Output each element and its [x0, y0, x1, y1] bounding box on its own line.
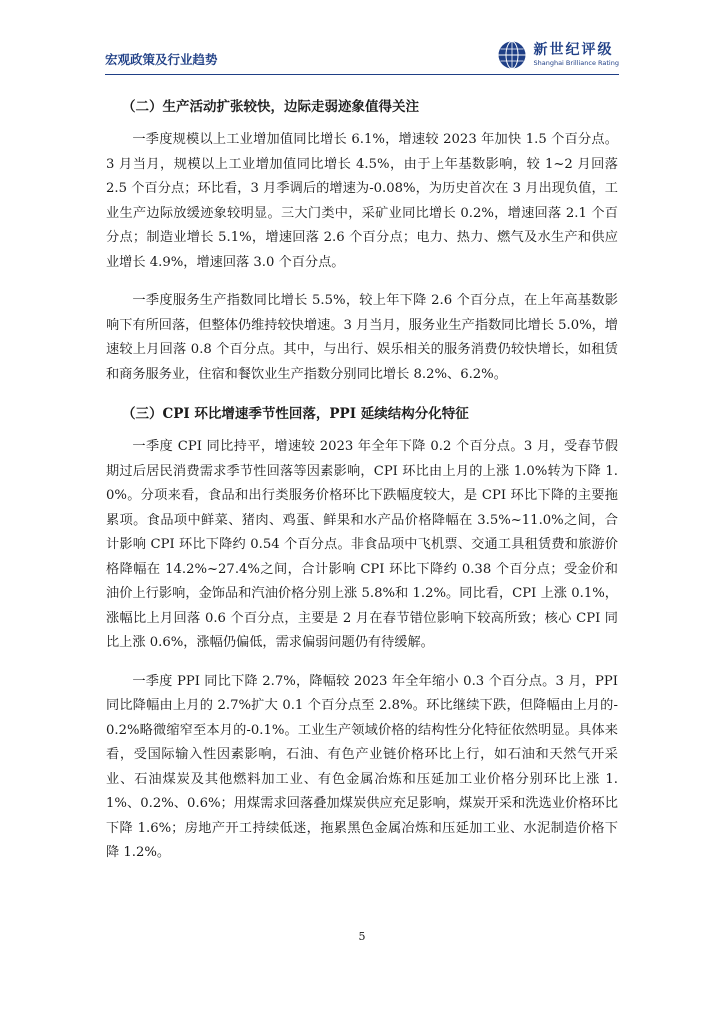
paragraph: 一季度规模以上工业增加值同比增长 6.1%，增速较 2023 年加快 1.5 个百分点。3 月当月，规模以上工业增加值同比增长 4.5%，由于上年基数影响，较 1~2 月回落 2.5 个百分点；环比看，3 月季调后的增速为-0.08%，为历史首次在 3 月出现负值，工业生产边际放缓迹象较明显。三大门类中，采矿业同比增长 0.2%，增速回落 2.1 个百分点；制造业增长 5.1%，增速回落 2.6 个百分点；电力、热力、燃气及水生产和供应业增长 4.9%，增速回落 3.0 个百分点。 [106, 132, 618, 270]
page-number: 5 [358, 930, 366, 943]
section-prices [106, 401, 618, 866]
paragraph: 一季度服务生产指数同比增长 5.5%，较上年下降 2.6 个百分点，在上年高基数影响下有所回落，但整体仍维持较快增速。3 月当月，服务业生产指数同比增长 5.0%，增速较上月回落 0.8 个百分点。其中，与出行、娱乐相关的服务消费仍较快增长，如租赁和商务服务业，住宿和餐饮业生产指数分别同比增长 8.2%、6.2%。 [106, 293, 618, 382]
paragraph: 一季度 PPI 同比下降 2.7%，降幅较 2023 年全年缩小 0.3 个百分点。3 月，PPI 同比降幅由上月的 2.7%扩大 0.1 个百分点至 2.8%。环比继续下跌，但降幅由上月的-0.2%略微缩窄至本月的-0.1%。工业生产领域价格的结构性分化特征依然明显。具体来看，受国际输入性因素影响，石油、有色产业链价格环比上行，如石油和天然气开采业、石油煤炭及其他燃料加工业、有色金属冶炼和压延加工业价格分别环比上涨 1.1%、0.2%、0.6%；用煤需求回落叠加煤炭供应充足影响，煤炭开采和洗选业价格环比下降 1.6%；房地产开工持续低迷，拖累黑色金属冶炼和压延加工业、水泥制造价格下降 1.2%。 [106, 673, 618, 860]
section-heading: （三）CPI 环比增速季节性回落，PPI 延续结构分化特征 [122, 406, 469, 422]
logo-english-name: Shanghai Brilliance Rating [533, 59, 619, 68]
header-title: 宏观政策及行业趋势 [105, 52, 218, 67]
globe-logo-icon [497, 40, 527, 70]
document-body [106, 84, 618, 880]
section-production [106, 94, 618, 387]
company-logo [497, 38, 619, 72]
page-header [105, 38, 619, 75]
section-heading: （二）生产活动扩张较快，边际走弱迹象值得关注 [122, 99, 419, 115]
logo-chinese-name: 新世纪评级 [533, 42, 614, 59]
paragraph: 一季度 CPI 同比持平，增速较 2023 年全年下降 0.2 个百分点。3 月，受春节假期过后居民消费需求季节性回落等因素影响，CPI 环比由上月的上涨 1.0%转为下降 1.0%。分项来看，食品和出行类服务价格环比下跌幅度较大，是 CPI 环比下降的主要拖累项。食品项中鲜菜、猪肉、鸡蛋、鲜果和水产品价格降幅在 3.5%~11.0%之间，合计影响 CPI 环比下降约 0.54 个百分点。非食品项中飞机票、交通工具租赁费和旅游价格降幅在 14.2%~27.4%之间，合计影响 CPI 环比下降约 0.38 个百分点；受金价和油价上行影响，金饰品和汽油价格分别上涨 5.8%和 1.2%。同比看，CPI 上涨 0.1%，涨幅比上月回落 0.6 个百分点，主要是 2 月在春节错位影响下较高所致；核心 CPI 同比上涨 0.6%，涨幅仍偏低，需求偏弱问题仍有待缓解。 [106, 439, 618, 650]
